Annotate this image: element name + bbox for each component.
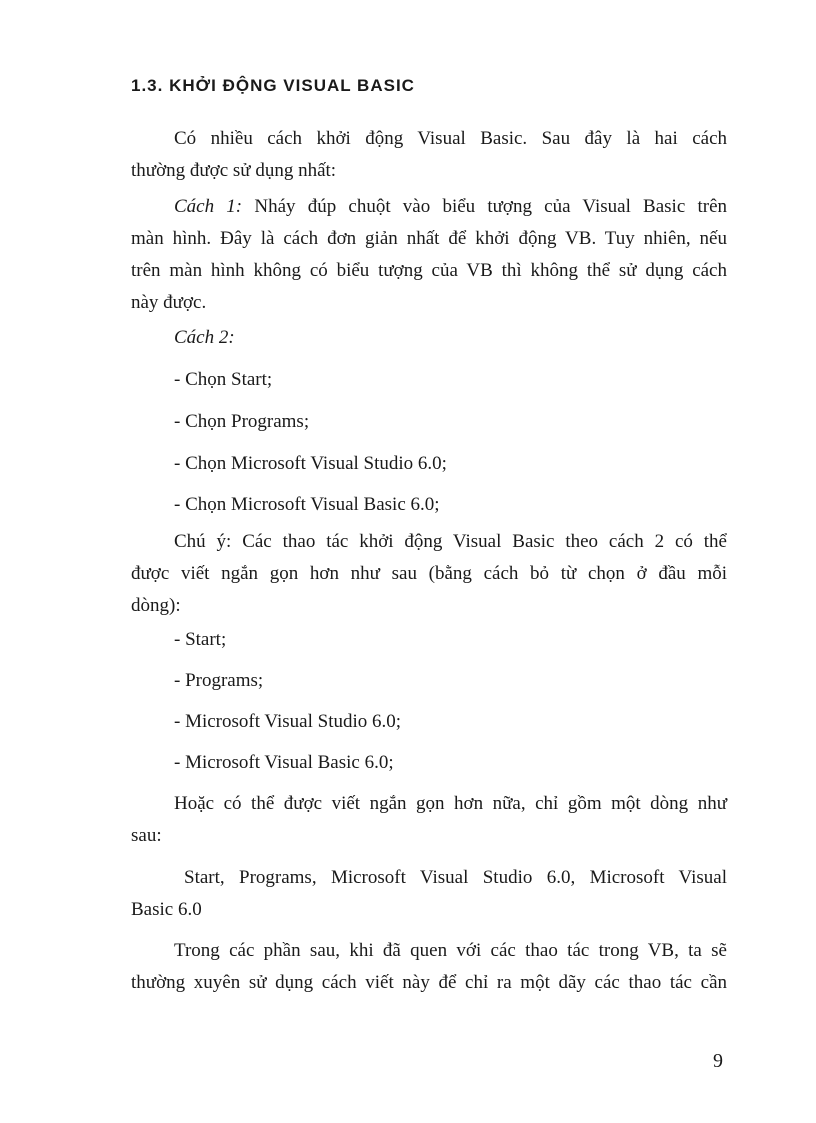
text-line: Có nhiều cách khởi động Visual Basic. Sau đây là hai cách [174, 128, 727, 149]
step-item: - Chọn Programs; [174, 411, 310, 432]
text-line: Hoặc có thể được viết ngắn gọn hơn nữa, chỉ gồm một dòng như [174, 793, 727, 814]
text-line: thường được sử dụng nhất: [131, 160, 337, 181]
short-step-item: - Microsoft Visual Studio 6.0; [174, 711, 402, 732]
method-1-label: Cách 1: [174, 196, 243, 217]
text-line: được viết ngắn gọn hơn như sau (bằng cách bỏ từ chọn ở đầu mỗi [131, 563, 727, 584]
step-item: - Chọn Microsoft Visual Basic 6.0; [174, 494, 440, 515]
short-step-item: - Programs; [174, 670, 264, 691]
text-line: sau: [131, 825, 162, 846]
text-line: Trong các phần sau, khi đã quen với các thao tác trong VB, ta sẽ [174, 940, 727, 961]
closing-paragraph [131, 935, 727, 999]
text-line: màn hình. Đây là cách đơn giản nhất để khởi động VB. Tuy nhiên, nếu [131, 228, 727, 249]
alternative-paragraph [131, 788, 727, 852]
step-item: - Chọn Start; [174, 369, 273, 390]
text-line: thường xuyên sử dụng cách viết này để chỉ ra một dãy các thao tác cần [131, 972, 727, 993]
text-line: Start, Programs, Microsoft Visual Studio 6.0, Microsoft Visual [184, 867, 727, 888]
short-step-item: - Microsoft Visual Basic 6.0; [174, 752, 394, 773]
text-line: này được. [131, 292, 207, 313]
text-line: trên màn hình không có biểu tượng của VB thì không thể sử dụng cách [131, 260, 727, 281]
text-line: Chú ý: Các thao tác khởi động Visual Basic theo cách 2 có thể [174, 531, 727, 552]
text-segment: Nháy đúp chuột vào biểu tượng của Visual Basic trên [254, 196, 728, 217]
step-item: - Chọn Microsoft Visual Studio 6.0; [174, 453, 447, 474]
note-paragraph [131, 526, 727, 622]
menu-path-paragraph [131, 862, 727, 926]
text-line [131, 191, 727, 223]
short-step-item: - Start; [174, 629, 227, 650]
text-line: dòng): [131, 595, 181, 616]
method-2-label: Cách 2: [174, 327, 235, 348]
text-line: Basic 6.0 [131, 899, 202, 920]
section-heading: 1.3. KHỞI ĐỘNG VISUAL BASIC [131, 76, 415, 95]
intro-paragraph [131, 123, 727, 187]
page-number: 9 [713, 1050, 723, 1072]
method-1-paragraph [131, 191, 727, 319]
